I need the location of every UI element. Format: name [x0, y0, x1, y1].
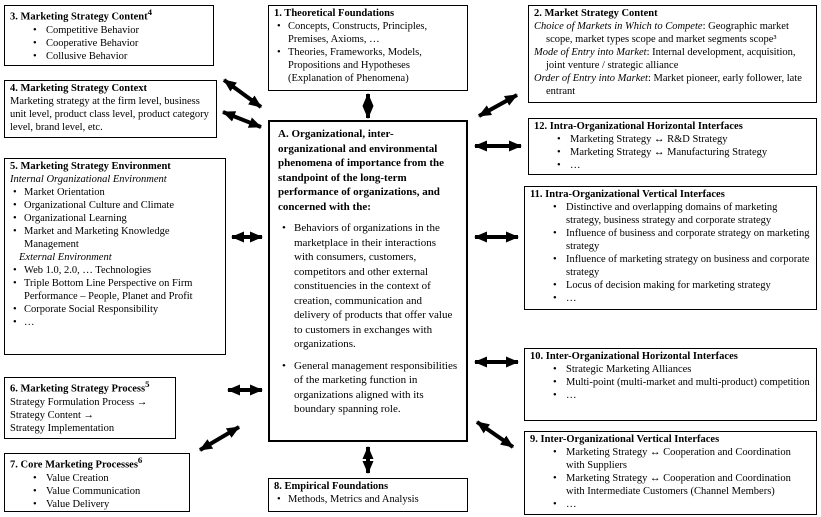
list-item [534, 20, 811, 46]
box-title: 1. Theoretical Foundations [274, 8, 395, 19]
list-item: • Collusive Behavior [10, 50, 208, 63]
list-item: • … [534, 159, 811, 172]
box-core-marketing-processes [4, 453, 190, 512]
list-item: • Influence of marketing strategy on business and corporate strategy [530, 253, 811, 279]
list-item: • … [10, 316, 220, 329]
box-title: 5. Marketing Strategy Environment [10, 161, 171, 172]
entry-lead: Mode of Entry into Market [534, 47, 647, 59]
process-step: Strategy Implementation [10, 422, 115, 434]
list [10, 24, 208, 63]
list [10, 472, 184, 511]
list-item: • Triple Bottom Line Perspective on Firm Performance – People, Planet and Profit [10, 277, 220, 303]
section-header-external: External Environment [19, 252, 112, 264]
list-item: • Corporate Social Responsibility [10, 303, 220, 316]
arrow-inter-v9-center [477, 422, 513, 447]
box-title-text: 6. Marketing Strategy Process [10, 383, 146, 395]
list [274, 20, 462, 85]
process-step: Strategy Formulation Process → [10, 396, 148, 408]
list-item: • Cooperative Behavior [10, 37, 208, 50]
list [274, 493, 462, 506]
list-item [534, 46, 811, 72]
entry-lead: Order of Entry into Market [534, 73, 648, 85]
list-item: • Locus of decision making for marketing strategy [530, 279, 811, 292]
box-title: 8. Empirical Foundations [274, 481, 389, 492]
box-marketing-strategy-process [4, 377, 176, 439]
box-intra-org-horizontal-interfaces [528, 118, 817, 175]
list [530, 363, 811, 402]
box-theoretical-foundations [268, 5, 468, 91]
box-title: 9. Inter-Organizational Vertical Interfaces [530, 434, 720, 445]
list-item: • Influence of business and corporate strategy on marketing strategy [530, 227, 811, 253]
list-item: • Methods, Metrics and Analysis [274, 493, 462, 506]
list-item: • Behaviors of organizations in the marketplace in their interactions with consumers, customers, competitors and other external constituencies in the context of creation, communication and delivery of products that offer value to customers in exchanges with organizations. [278, 221, 458, 352]
box-title-superscript: 6 [137, 455, 143, 465]
box-intra-org-vertical-interfaces [524, 186, 817, 310]
list-item: • Value Delivery [10, 498, 184, 511]
box-title: A. Organizational, inter-organizational and environmental phenomena of importance from the standpoint of the long-term performance of organizations, and concerned with the: [278, 128, 444, 213]
list-item: • Marketing Strategy ↔ R&D Strategy [534, 133, 811, 146]
box-title-superscript: 4 [147, 7, 153, 17]
list-item: • Market Orientation [10, 186, 220, 199]
list [530, 201, 811, 305]
section-header-internal: Internal Organizational Environment [10, 174, 167, 186]
list-item [534, 72, 811, 98]
entry-rest: : Internal development, acquisition, joint venture / strategic alliance [546, 47, 796, 72]
list-item: • Market and Marketing Knowledge Management [10, 225, 220, 251]
box-inter-org-horizontal-interfaces [524, 348, 817, 421]
box-title: 12. Intra-Organizational Horizontal Interfaces [534, 121, 743, 132]
list-item: • … [530, 389, 811, 402]
list-item: • Theories, Frameworks, Models, Propositions and Hypotheses (Explanation of Phenomena) [274, 46, 462, 85]
list-item: • Marketing Strategy ↔ Cooperation and Coordination with Suppliers [530, 446, 811, 472]
entry-rest: : Geographic market scope, market types scope and market segments scope³ [546, 21, 789, 46]
box-title-text: 7. Core Marketing Processes [10, 459, 138, 471]
list-item: • Marketing Strategy ↔ Manufacturing Strategy [534, 146, 811, 159]
list-item: • … [530, 292, 811, 305]
arrow-content3-center [224, 80, 261, 107]
list-item: • Web 1.0, 2.0, … Technologies [10, 264, 220, 277]
box-title [10, 379, 170, 396]
box-empirical-foundations [268, 478, 468, 512]
list-item: • Organizational Culture and Climate [10, 199, 220, 212]
arrow-core7-center [200, 427, 239, 450]
list-item: • Competitive Behavior [10, 24, 208, 37]
list-item: • Distinctive and overlapping domains of marketing strategy, business strategy and corporate strategy [530, 201, 811, 227]
list-item: • … [530, 498, 811, 511]
box-market-strategy-content [528, 5, 817, 103]
entry-lead: Choice of Markets in Which to Compete [534, 21, 703, 33]
list-item: • Multi-point (multi-market and multi-product) competition [530, 376, 811, 389]
entry-rest: : Market pioneer, early follower, late entrant [546, 73, 802, 98]
box-title: 11. Intra-Organizational Vertical Interfaces [530, 189, 725, 200]
box-title: 2. Market Strategy Content [534, 8, 658, 19]
list [10, 186, 220, 251]
box-title [10, 7, 208, 24]
box-title: 4. Marketing Strategy Context [10, 83, 148, 94]
list-item: • Value Creation [10, 472, 184, 485]
box-title-superscript: 5 [145, 379, 150, 389]
box-marketing-strategy-context [4, 80, 217, 138]
box-title-text: 3. Marketing Strategy Content [10, 11, 148, 23]
list-item: • Marketing Strategy ↔ Cooperation and Coordination with Intermediate Customers (Channel Members) [530, 472, 811, 498]
list [530, 446, 811, 511]
process-step: Strategy Content → [10, 409, 94, 421]
list-item: • Strategic Marketing Alliances [530, 363, 811, 376]
list-item: • Organizational Learning [10, 212, 220, 225]
box-marketing-strategy-content [4, 5, 214, 66]
box-central-phenomena [268, 120, 468, 442]
box-inter-org-vertical-interfaces [524, 431, 817, 515]
box-title: 10. Inter-Organizational Horizontal Interfaces [530, 351, 738, 362]
box-body-text: Marketing strategy at the firm level, business unit level, product class level, product category level, brand level, etc. [10, 96, 209, 134]
list [10, 264, 220, 329]
list-item: • Concepts, Constructs, Principles, Premises, Axioms, … [274, 20, 462, 46]
list-item: • General management responsibilities of the marketing function in organizations aligned with its boundary spanning role. [278, 359, 458, 417]
arrow-context4-center [223, 112, 261, 127]
list [278, 221, 458, 417]
arrow-market2-center [479, 95, 517, 116]
box-title [10, 455, 184, 472]
box-marketing-strategy-environment [4, 158, 226, 355]
list-item: • Value Communication [10, 485, 184, 498]
list [534, 133, 811, 172]
